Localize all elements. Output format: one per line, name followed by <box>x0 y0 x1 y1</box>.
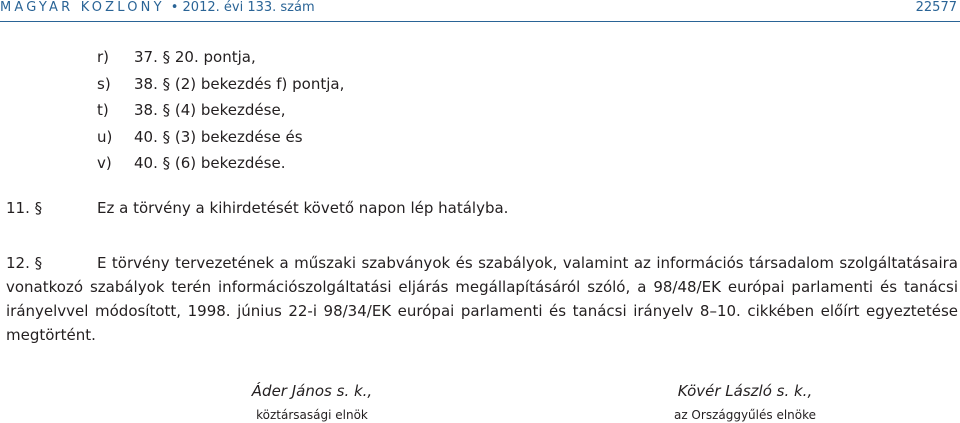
section-number: 12. § <box>6 254 43 272</box>
provision-list <box>97 44 344 177</box>
signature-speaker <box>660 382 830 422</box>
header-rule <box>0 21 960 22</box>
section-11 <box>6 199 508 217</box>
signature-president <box>232 382 392 422</box>
list-item <box>97 44 344 71</box>
list-item-label: s) <box>97 74 111 93</box>
journal-title <box>0 0 315 15</box>
page-number: 22577 <box>915 0 957 15</box>
list-item <box>97 124 344 151</box>
signatory-role: köztársasági elnök <box>256 408 368 422</box>
section-text: Ez a törvény a kihirdetését követő napon lép hatályba. <box>97 199 509 217</box>
list-item-label: v) <box>97 154 112 172</box>
list-item-text: 38. § (2) bekezdés f) pontja, <box>134 74 345 93</box>
issue-info: • 2012. évi 133. szám <box>170 0 315 15</box>
list-item-text: 40. § (3) bekezdése és <box>134 127 303 146</box>
list-item-text: 40. § (6) bekezdése. <box>134 154 286 172</box>
section-text: E törvény tervezetének a műszaki szabványok és szabályok, valamint az információs társadalom szolgáltatásaira vonatkozó szabályok terén információszolgáltatási eljárás megállapításáról szóló, a 98/48/EK európai parlamenti és tanácsi irányelvvel módosított, 1998. június 22-i 98/34/EK európai parlamenti és tanácsi irányelv 8–10. cikkében előírt egyeztetése megtörtént. <box>6 254 958 344</box>
list-item-label: r) <box>97 48 110 66</box>
section-number: 11. § <box>6 199 43 217</box>
list-item-text: 38. § (4) bekezdése, <box>134 101 286 119</box>
signatory-role: az Országgyűlés elnöke <box>673 408 817 422</box>
signatory-name: Áder János s. k., <box>251 382 373 400</box>
section-12 <box>6 251 958 347</box>
list-item-text: 37. § 20. pontja, <box>134 48 256 66</box>
list-item-label: t) <box>97 101 109 119</box>
journal-name: MAGYAR KÖZLÖNY <box>0 0 165 15</box>
list-item <box>97 150 344 177</box>
page-header <box>0 0 960 22</box>
signatory-name: Kövér László s. k., <box>677 382 813 400</box>
list-item-label: u) <box>97 127 113 146</box>
list-item <box>97 71 344 98</box>
list-item <box>97 97 344 124</box>
